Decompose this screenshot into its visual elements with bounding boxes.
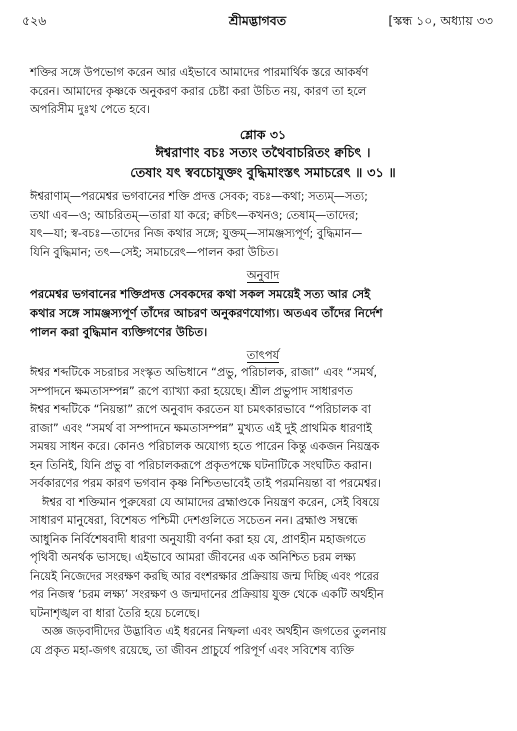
- purport-line: আধুনিক নির্বিশেষবাদী ধারণা অনুযায়ী বর্ণনা করা হয় যে, প্রাণহীন মহাজগতে: [30, 532, 366, 546]
- translation-line: কথার সঙ্গে সামঞ্জস্যপূর্ণ তাঁদের আচরণ অনুকরণযোগ্য। অতএব তাঁদের নির্দেশ: [30, 305, 383, 320]
- synonyms: [30, 188, 496, 262]
- purport-line: পৃথিবী অনর্থক ভাসছে। এইভাবে আমরা জীবনের এক অনিশ্চিত চরম লক্ষ্য: [30, 551, 356, 564]
- purport-line: ঈশ্বর শব্দটিকে “নিয়ন্তা” রূপে অনুবাদ করতেন যা চমৎকারভাবে “পরিচালক বা: [30, 403, 371, 416]
- verse-line-1: ঈশ্বরাণাং বচঃ সত্যং তথৈবাচরিতং ক্বচিৎ ।: [155, 146, 371, 161]
- verse-line-2: তেষাং যৎ স্ববচোযুক্তং বুদ্ধিমাংস্তৎ সমাচরেৎ ॥ ৩১ ॥: [130, 166, 396, 181]
- intro-paragraph: [30, 64, 496, 120]
- text-line: অপরিসীম দুঃখ পেতে হবে।: [30, 103, 151, 116]
- purport-title: তাৎপর্য: [246, 347, 280, 362]
- purport-line: ঈশ্বর শব্দটিকে সচরাচর সংস্কৃত অভিধানে “প্রভু, পরিচালক, রাজা” এবং “সমর্থ,: [30, 366, 378, 379]
- translation-text: [30, 285, 496, 342]
- text-line: করেন। আমাদের কৃষ্ণকে অনুকরণ করার চেষ্টা করা উচিত নয়, কারণ তা হলে: [30, 84, 367, 98]
- purport-line: ঘটনাশৃঙ্খল বা ধারা তৈরি হয়ে চলেছে।: [30, 606, 200, 620]
- page-header: [22, 10, 493, 32]
- page-number: ৫২৬: [22, 13, 47, 28]
- purport-line: সর্বকারণের পরম কারণ ভগবান কৃষ্ণ নিশ্চিতভাবেই তাই পরমনিয়ন্তা বা পরমেশ্বর।: [30, 477, 381, 490]
- translation-title: অনুবাদ: [246, 268, 280, 282]
- chapter-reference: [স্কন্ধ ১০, অধ্যায় ৩৩: [388, 13, 493, 28]
- synonym-line: ঈশ্বরাণাম্—পরমেশ্বর ভগবানের শক্তি প্রদত্ত সেবক; বচঃ—কথা; সত্যম্—সত্য;: [30, 190, 368, 203]
- synonym-line: তথা এব—ও; আচরিতম্—তারা যা করে; ক্বচিৎ—কখনও; তেষাম্—তাদের;: [30, 208, 359, 222]
- purport-line: হন তিনিই, যিনি প্রভু বা পরিচালকরূপে প্রকৃতপক্ষে ঘটনাটিকে সংঘটিত করান।: [30, 458, 373, 472]
- translation-line: পরমেশ্বর ভগবানের শক্তিপ্রদত্ত সেবকদের কথা সকল সময়েই সত্য আর সেই: [30, 286, 371, 301]
- purport-line: সমন্বয় সাধন করে। কোনও পরিচালক অযোগ্য হতে পারেন কিন্তু একজন নিয়ন্ত্রক: [30, 440, 380, 453]
- text-line: শক্তির সঙ্গে উপভোগ করেন আর এইভাবে আমাদের পারমার্থিক স্তরে আকর্ষণ: [30, 66, 369, 79]
- purport-line: নিয়েই নিজেদের সংরক্ষণ করছি আর বংশরক্ষার প্রক্রিয়ায় জন্ম দিচ্ছি এবং পরের: [30, 569, 379, 583]
- synonym-line: যৎ—যা; স্ব-বচঃ—তাদের নিজ কথার সঙ্গে; যুক্তম্—সামঞ্জস্যপূর্ণ; বুদ্ধিমান—: [30, 227, 363, 240]
- translation-heading: [30, 266, 496, 285]
- purport-line: পর নিজস্ব ‘চরম লক্ষ্য’ সংরক্ষণ ও জন্মদানের প্রক্রিয়ায় যুক্ত থেকে একটি অর্থহীন: [30, 588, 384, 601]
- verse-text: [30, 144, 496, 184]
- book-title: শ্রীমদ্ভাগবত: [228, 13, 287, 28]
- purport-line: ঈশ্বর বা শক্তিমান পুরুষেরা যে আমাদের ব্রহ্মাণ্ডকে নিয়ন্ত্রণ করেন, সেই বিষয়ে: [42, 495, 380, 509]
- purport-line: রাজা” এবং “সমর্থ বা সম্পাদনে ক্ষমতাসম্পন্ন” মুখ্যত এই দুই প্রাথমিক ধারণাই: [30, 421, 372, 435]
- synonym-line: যিনি বুদ্ধিমান; তৎ—সেই; সমাচরেৎ—পালন করা উচিত।: [30, 245, 279, 259]
- translation-line: পালন করা বুদ্ধিমান ব্যক্তিগণের উচিত।: [30, 324, 208, 339]
- purport-line: যে প্রকৃত মহা-জগৎ রয়েছে, তা জীবন প্রাচুর্যে পরিপূর্ণ এবং সবিশেষ ব্যক্তি: [30, 643, 354, 657]
- page-body: [30, 64, 496, 660]
- verse-title: শ্লোক ৩১: [239, 126, 287, 142]
- purport-paragraph-3: [30, 623, 496, 660]
- purport-heading: [30, 346, 496, 365]
- purport-paragraph-2: [30, 494, 496, 624]
- purport-paragraph-1: [30, 364, 496, 494]
- purport-line: অজ্ঞ জড়বাদীদের উদ্ভাবিত এই ধরনের নিষ্ফলা এবং অর্থহীন জগতের তুলনায়: [42, 625, 387, 638]
- purport-line: সাধারণ মানুষেরা, বিশেষত পশ্চিমী দেশগুলিতে সচেতন নন। ব্রহ্মাণ্ড সম্বন্ধে: [30, 514, 358, 527]
- purport-line: সম্পাদনে ক্ষমতাসম্পন্ন” রূপে ব্যাখ্যা করা হয়েছে। শ্রীল প্রভুপাদ সাধারণত: [30, 384, 353, 398]
